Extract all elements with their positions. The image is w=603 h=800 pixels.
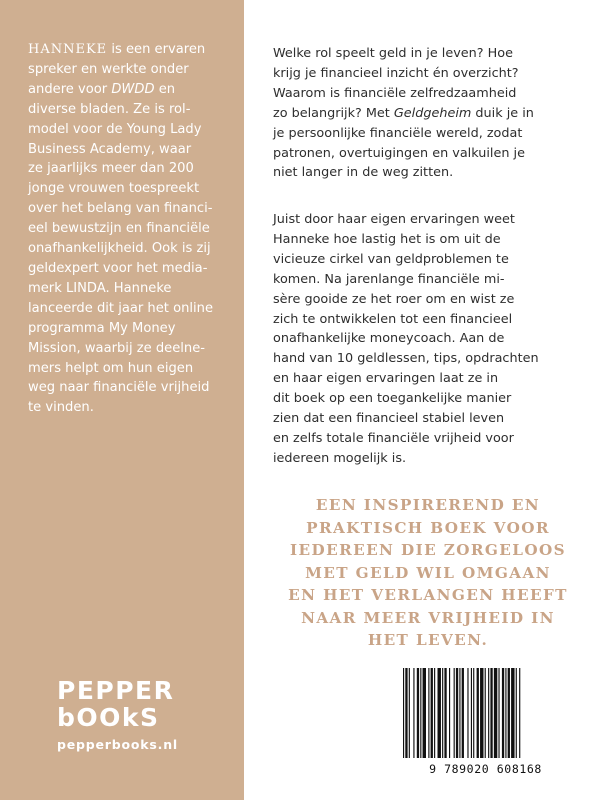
- bio-line: [28, 80, 234, 100]
- bio-line: Business Academy, waar: [28, 141, 192, 157]
- barcode-bar: [516, 668, 517, 758]
- barcode-bar: [434, 668, 435, 758]
- barcode-bar: [477, 668, 479, 758]
- barcode-bar: [508, 668, 510, 758]
- blurb-paragraph-1: [273, 44, 573, 183]
- blurb-line: Hanneke hoe lastig het is om uit de: [273, 231, 501, 247]
- blurb-line: dit boek op een toegankelijke manier: [273, 391, 512, 407]
- barcode-bar: [423, 668, 426, 758]
- barcode-bar: [473, 668, 474, 758]
- barcode-bar: [519, 668, 520, 758]
- bio-line: weg naar financiële vrijheid: [28, 380, 210, 396]
- blurb-line: onafhankelijke moneycoach. Aan de: [273, 331, 505, 347]
- author-bio: [28, 40, 234, 418]
- tagline-line: HET LEVEN.: [367, 631, 489, 649]
- barcode-bar: [471, 668, 472, 758]
- bio-dwdd: DWDD: [111, 81, 155, 97]
- tagline-line: PRAKTISCH BOEK VOOR: [306, 518, 550, 537]
- barcode-bar: [485, 668, 486, 758]
- author-name: HANNEKE: [28, 42, 108, 57]
- blurb-paragraph-2: [273, 210, 573, 469]
- barcode-bar: [459, 668, 460, 758]
- bio-line: model voor de Young Lady: [28, 121, 202, 137]
- blurb-line: iedereen mogelijk is.: [273, 450, 407, 466]
- barcode-bar: [417, 668, 419, 758]
- barcode-bar: [490, 668, 492, 758]
- barcode-bar: [444, 668, 446, 758]
- tagline: [268, 494, 588, 652]
- bio-line: te vinden.: [28, 400, 94, 416]
- barcode-bar: [428, 668, 429, 758]
- barcode-bar: [502, 668, 504, 758]
- barcode-bar: [462, 668, 464, 758]
- barcode-bar: [413, 668, 414, 758]
- bio-text: andere voor: [28, 81, 112, 97]
- tagline-line: EEN INSPIREREND EN: [315, 496, 541, 514]
- blurb-line: Juist door haar eigen ervaringen weet: [273, 212, 515, 227]
- bio-line: programma My Money: [28, 320, 176, 336]
- blurb-line: en zelfs totale financiële vrijheid voor: [273, 430, 514, 446]
- blurb-line: Welke rol speelt geld in je leven? Hoe: [273, 46, 513, 61]
- bio-line: diverse bladen. Ze is rol-: [28, 101, 191, 117]
- barcode-bar: [449, 668, 450, 758]
- bio-line: over het belang van financi-: [28, 201, 213, 217]
- barcode-bar: [438, 668, 441, 758]
- bio-line: onafhankelijkheid. Ook is zij: [28, 241, 211, 257]
- bio-line: merk LINDA. Hanneke: [28, 280, 172, 296]
- blurb-text: duik je in: [471, 105, 534, 121]
- bio-line: geldexpert voor het media-: [28, 260, 208, 276]
- barcode-bar: [494, 668, 497, 758]
- barcode-bar: [511, 668, 514, 758]
- barcode-bar: [467, 668, 468, 758]
- blurb-line: Waarom is financiële zelfredzaamheid: [273, 85, 517, 101]
- blurb-line: niet langer in de weg zitten.: [273, 165, 454, 181]
- blurb-line: komen. Na jarenlange financiële mi-: [273, 271, 505, 287]
- blurb-line: vicieuze cirkel van geldproblemen te: [273, 251, 509, 267]
- barcode-bar: [420, 668, 421, 758]
- bio-line: lanceerde dit jaar het online: [28, 300, 214, 316]
- barcode-bar: [431, 668, 433, 758]
- blurb-line: en haar eigen ervaringen laat ze in: [273, 371, 499, 387]
- tagline-line: MET GELD WIL OMGAAN: [305, 563, 551, 582]
- blurb-line: sère gooide ze het roer om en wist ze: [273, 291, 515, 307]
- barcode-bar: [403, 668, 404, 758]
- barcode-bar: [405, 668, 407, 758]
- barcode-bars: [403, 668, 568, 760]
- publisher-logo: [57, 677, 227, 752]
- bio-text: is een ervaren: [107, 42, 206, 57]
- barcode-bar: [409, 668, 410, 758]
- blurb-line: hand van 10 geldlessen, tips, opdrachten: [273, 351, 539, 367]
- barcode-bar: [454, 668, 455, 758]
- bio-line: jonge vrouwen toespreekt: [28, 181, 200, 197]
- tagline-line: NAAR MEER VRIJHEID IN: [301, 608, 555, 627]
- barcode-bar: [480, 668, 483, 758]
- author-bio-panel: [0, 0, 244, 800]
- tagline-line: IEDEREEN DIE ZORGELOOS: [290, 541, 566, 559]
- bio-line: eel bewustzijn en financiële: [28, 221, 210, 237]
- barcode: [393, 660, 576, 782]
- barcode-bar: [442, 668, 443, 758]
- blurb-line: krijg je financieel inzicht én overzicht?: [273, 65, 519, 81]
- publisher-url: pepperbooks.nl: [57, 737, 178, 752]
- publisher-name-line2: bOOkS: [57, 703, 160, 732]
- blurb-line: [273, 104, 573, 124]
- blurb-line: patronen, overtuigingen en valkuilen je: [273, 145, 525, 161]
- bio-line: spreker en werkte onder: [28, 61, 189, 77]
- barcode-bar: [498, 668, 499, 758]
- bio-line: Mission, waarbij ze deelne-: [28, 340, 205, 356]
- blurb-text: zo belangrijk? Met: [273, 105, 394, 121]
- barcode-bar: [456, 668, 458, 758]
- publisher-name-line1: PEPPER: [57, 676, 175, 705]
- barcode-bar: [505, 668, 506, 758]
- bio-line: mers helpt om hun eigen: [28, 360, 194, 376]
- isbn-number: 9 789020 608168: [429, 762, 542, 776]
- bio-text: en: [154, 81, 176, 97]
- blurb-line: zien dat een financieel stabiel leven: [273, 411, 505, 427]
- blurb-line: je persoonlijke financiële wereld, zodat: [273, 125, 523, 141]
- bio-line: [28, 40, 234, 60]
- barcode-bar: [488, 668, 489, 758]
- tagline-line: EN HET VERLANGEN HEEFT: [288, 586, 568, 604]
- book-title: Geldgeheim: [393, 105, 472, 121]
- blurb-line: zich te ontwikkelen tot een financieel: [273, 311, 513, 327]
- bio-line: ze jaarlijks meer dan 200: [28, 161, 194, 177]
